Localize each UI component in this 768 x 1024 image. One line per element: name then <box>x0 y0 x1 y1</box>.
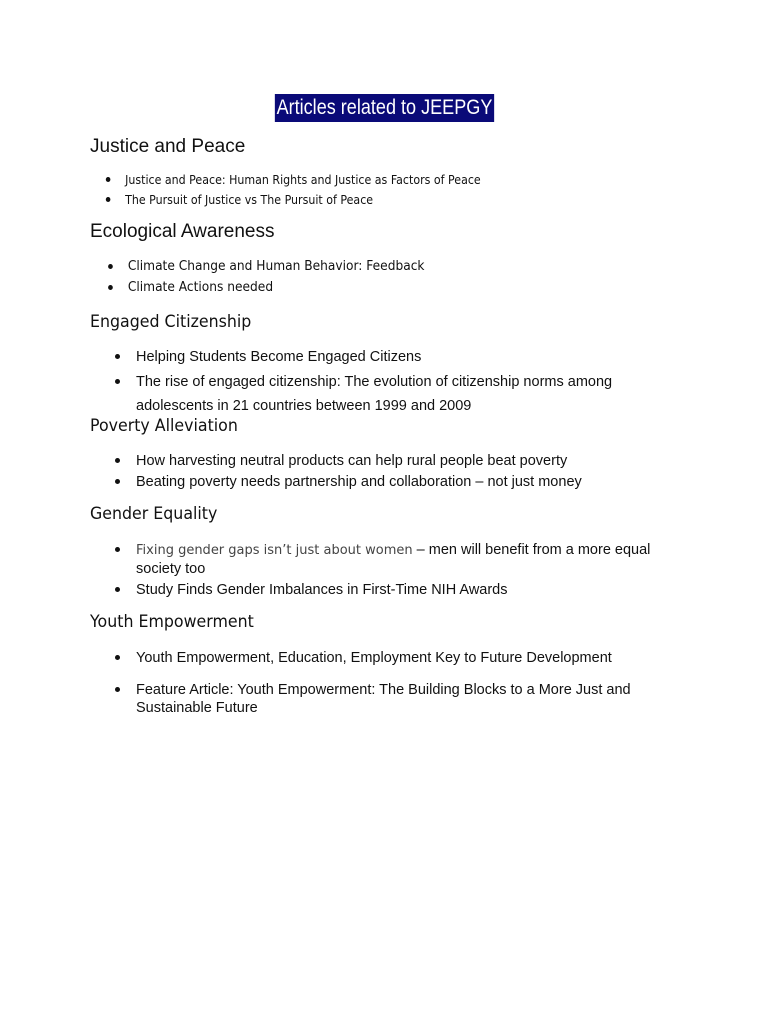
list-item[interactable] <box>0 541 768 578</box>
article-title[interactable]: Youth Empowerment, Education, Employment Key to Future Development <box>136 650 612 666</box>
list-item[interactable] <box>0 170 707 190</box>
bullet-icon <box>115 655 120 660</box>
section-heading-engaged-citizenship: Engaged Citizenship <box>90 312 252 332</box>
bullet-icon <box>106 177 111 182</box>
section-heading-justice-peace: Justice and Peace <box>90 136 246 157</box>
citizenship-list <box>0 345 768 418</box>
bullet-icon <box>115 379 120 384</box>
bullet-icon <box>115 479 120 484</box>
article-title-continuation[interactable]: – men will benefit from a more equal society too <box>136 542 651 577</box>
article-title[interactable]: Study Finds Gender Imbalances in First-Time NIH Awards <box>136 582 508 598</box>
list-item[interactable] <box>0 256 722 277</box>
title-container <box>0 94 768 122</box>
document-title: Articles related to JEEPGY <box>274 94 493 122</box>
article-title[interactable]: Climate Change and Human Behavior: Feedback <box>127 259 425 274</box>
article-title[interactable]: Climate Actions needed <box>127 280 274 295</box>
article-title-link[interactable]: Fixing gender gaps isn’t just about women <box>136 543 413 558</box>
bullet-icon <box>115 687 120 692</box>
section-heading-ecological-awareness: Ecological Awareness <box>90 221 275 242</box>
youth-list <box>0 649 768 717</box>
bullet-icon <box>115 547 120 552</box>
article-title[interactable]: The Pursuit of Justice vs The Pursuit of Peace <box>125 193 374 207</box>
article-title[interactable]: Feature Article: Youth Empowerment: The Building Blocks to a More Just and Sustainable Future <box>136 682 631 716</box>
list-item[interactable] <box>0 649 768 667</box>
ecological-list <box>0 256 768 298</box>
justice-peace-list <box>0 170 768 210</box>
list-item[interactable] <box>0 190 707 210</box>
section-heading-gender-equality: Gender Equality <box>90 504 218 524</box>
list-item[interactable] <box>0 581 768 599</box>
article-title[interactable]: Justice and Peace: Human Rights and Justice as Factors of Peace <box>125 173 481 187</box>
article-title[interactable]: The rise of engaged citizenship: The evolution of citizenship norms among adolescents in 21 countries between 1999 and 2009 <box>136 374 613 414</box>
bullet-icon <box>106 197 111 202</box>
poverty-list <box>0 452 768 491</box>
list-item[interactable] <box>0 473 768 491</box>
list-item[interactable] <box>0 277 722 298</box>
list-item[interactable] <box>0 452 768 470</box>
list-item[interactable] <box>0 681 768 717</box>
bullet-icon <box>108 264 113 269</box>
bullet-icon <box>115 458 120 463</box>
list-item[interactable] <box>0 370 768 418</box>
section-heading-poverty-alleviation: Poverty Alleviation <box>90 416 238 436</box>
gender-list <box>0 541 768 599</box>
bullet-icon <box>115 354 120 359</box>
article-title[interactable]: How harvesting neutral products can help rural people beat poverty <box>136 453 568 469</box>
article-title[interactable]: Helping Students Become Engaged Citizens <box>136 349 422 365</box>
article-title[interactable]: Beating poverty needs partnership and collaboration – not just money <box>136 474 582 490</box>
section-heading-youth-empowerment: Youth Empowerment <box>90 612 254 632</box>
bullet-icon <box>108 285 113 290</box>
bullet-icon <box>115 587 120 592</box>
list-item[interactable] <box>0 345 768 369</box>
